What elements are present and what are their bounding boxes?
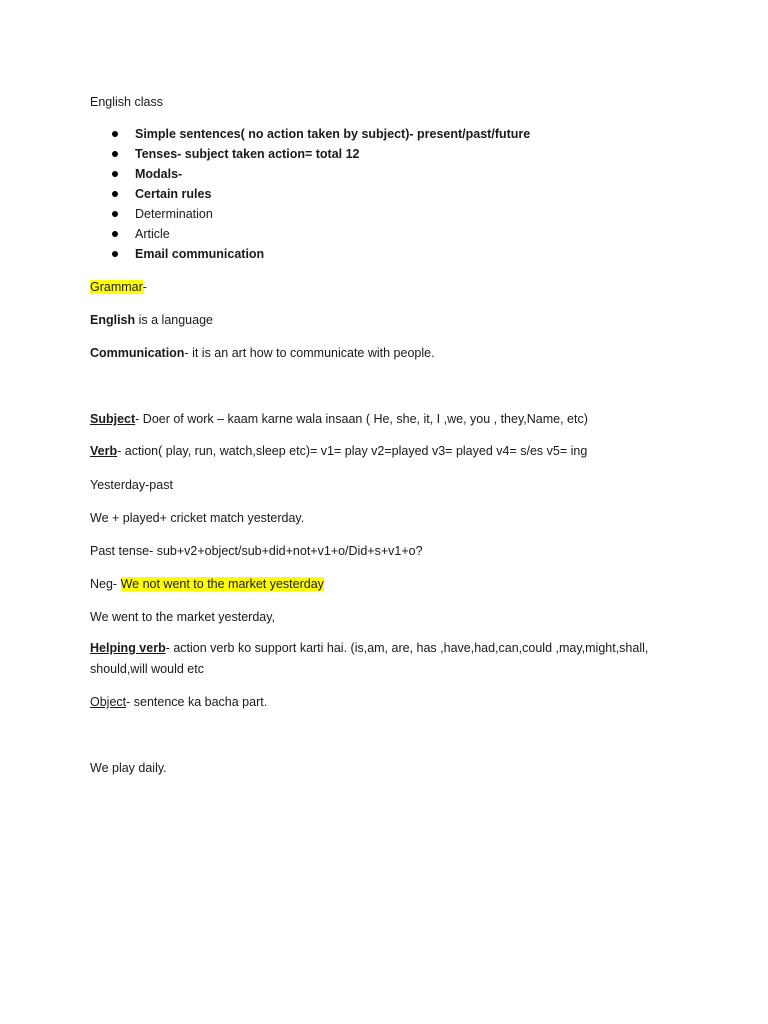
verb-text: - action( play, run, watch,sleep etc)= v1= play v2=played v3= played v4= s/es v5= ing [117, 444, 588, 458]
yesterday-past-line: Yesterday-past [90, 478, 173, 492]
grammar-suffix: - [142, 280, 147, 294]
list-item [90, 206, 690, 226]
list-item-text: Determination [135, 207, 213, 221]
english-label: English [90, 313, 136, 327]
example-line: We went to the market yesterday, [90, 610, 276, 624]
subject-label: Subject [90, 412, 136, 426]
bullet-icon [112, 151, 118, 157]
bullet-icon [112, 231, 118, 237]
object-line [90, 694, 267, 710]
list-item [90, 186, 690, 206]
object-label: Object [90, 695, 127, 709]
subject-line [90, 411, 588, 427]
helping-verb-text: - action verb ko support karti hai. (is,am, are, has ,have,had,can,could ,may,might,shall, should,will would etc [90, 641, 649, 676]
bullet-icon [112, 131, 118, 137]
topic-list [90, 126, 690, 266]
bullet-icon [112, 171, 118, 177]
list-item [90, 126, 690, 146]
verb-label: Verb [90, 444, 118, 458]
bullet-icon [112, 211, 118, 217]
list-item [90, 226, 690, 246]
list-item [90, 146, 690, 166]
grammar-label: Grammar [90, 280, 143, 294]
list-item-text: Article [135, 227, 170, 241]
communication-text: - it is an art how to communicate with people. [184, 346, 435, 360]
example-line: We play daily. [90, 761, 167, 775]
list-item [90, 246, 690, 266]
grammar-heading [90, 279, 147, 295]
list-item-text: Simple sentences( no action taken by subject)- present/past/future [135, 127, 531, 141]
list-item-text: Certain rules [135, 187, 212, 201]
communication-line [90, 345, 435, 361]
verb-line [90, 443, 587, 459]
object-text: - sentence ka bacha part. [126, 695, 268, 709]
list-item-text: Tenses- subject taken action= total 12 [135, 147, 360, 161]
past-tense-line: Past tense- sub+v2+object/sub+did+not+v1+o/Did+s+v1+o? [90, 544, 423, 558]
neg-label: Neg- [90, 577, 121, 591]
list-item-text: Email communication [135, 247, 265, 261]
neg-highlight: We not went to the market yesterday [120, 577, 324, 591]
english-text: is a language [135, 313, 213, 327]
subject-text: - Doer of work – kaam karne wala insaan ( He, she, it, I ,we, you , they,Name, etc) [135, 412, 588, 426]
document-title: English class [90, 95, 163, 109]
example-line: We + played+ cricket match yesterday. [90, 511, 305, 525]
helping-verb-paragraph [90, 638, 670, 680]
helping-verb-label: Helping verb [90, 641, 166, 655]
english-line [90, 312, 213, 328]
bullet-icon [112, 251, 118, 257]
list-item [90, 166, 690, 186]
negative-line [90, 576, 324, 592]
list-item-text: Modals- [135, 167, 183, 181]
bullet-icon [112, 191, 118, 197]
communication-label: Communication [90, 346, 185, 360]
